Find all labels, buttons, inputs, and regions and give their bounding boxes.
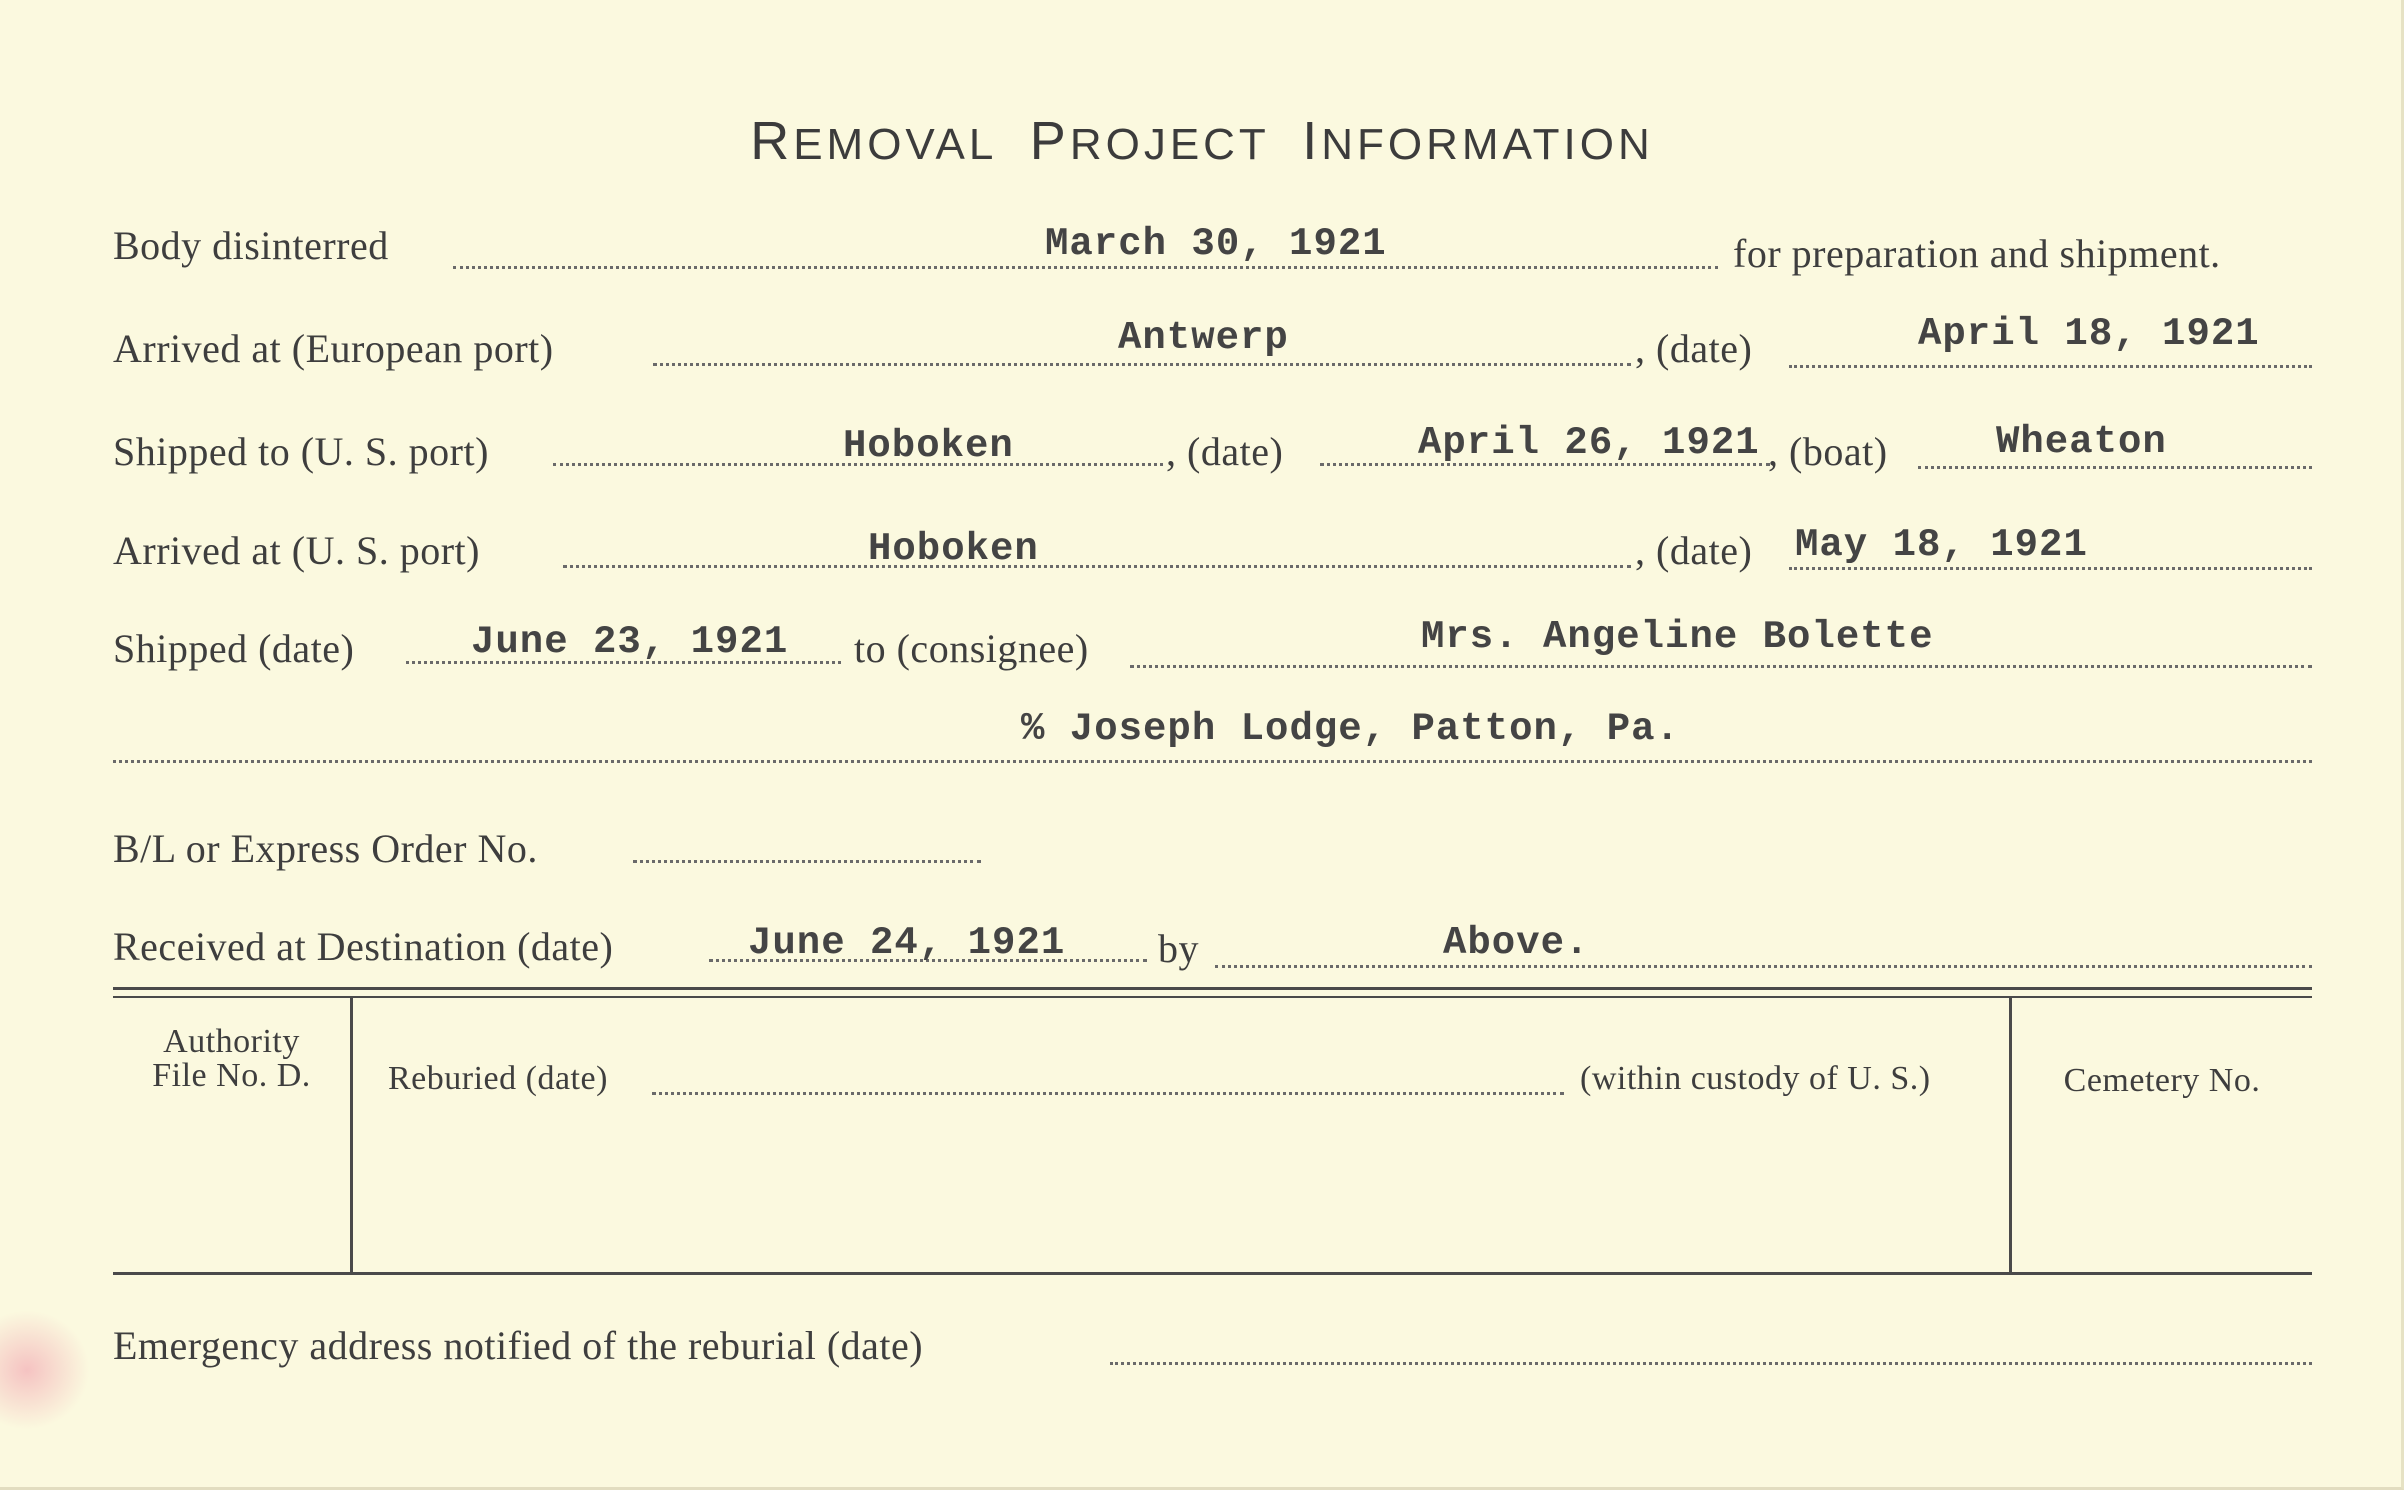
- value-shipped-date: April 26, 1921: [1418, 421, 1760, 465]
- value-arrived-us-port: Hoboken: [868, 527, 1039, 571]
- value-received-destination: June 24, 1921: [748, 921, 1066, 965]
- line-received-by: [1215, 965, 2312, 968]
- line-consignee: [1130, 665, 2312, 668]
- label-arrived-us-date: , (date): [1635, 528, 1753, 573]
- label-shipped-date: , (date): [1166, 429, 1284, 474]
- header-authority-line2: File No. D.: [152, 1057, 311, 1094]
- title-word-project: ROJECT: [1069, 120, 1270, 169]
- stain-mark: [0, 1310, 90, 1430]
- line-european-port: [653, 363, 1631, 366]
- line-emergency-address: [1110, 1362, 2312, 1365]
- value-received-by: Above.: [1443, 921, 1590, 965]
- line-boat: [1918, 466, 2312, 469]
- label-within-custody: (within custody of U. S.): [1580, 1060, 1931, 1097]
- table-divider-right: [2009, 998, 2012, 1275]
- value-consignee-address: % Joseph Lodge, Patton, Pa.: [1021, 707, 1680, 751]
- table-bottom-rule: [113, 1272, 2312, 1275]
- line-european-date: [1789, 365, 2312, 368]
- line-arrived-us-port: [563, 565, 1631, 568]
- line-arrived-us-date: [1789, 567, 2312, 570]
- line-reburied-date: [652, 1092, 1564, 1095]
- label-consignee: to (consignee): [854, 626, 1089, 671]
- label-shipped-to-us-port: Shipped to (U. S. port): [113, 429, 489, 474]
- table-top-rule-2: [113, 996, 2312, 998]
- label-body-disinterred: Body disinterred: [113, 223, 389, 268]
- value-shipped-to-us-port: Hoboken: [843, 424, 1014, 468]
- line-bl-express-order: [633, 860, 981, 863]
- label-emergency-address: Emergency address notified of the reburial (date): [113, 1323, 924, 1368]
- label-received-destination: Received at Destination (date): [113, 924, 614, 969]
- title-cap-r: R: [750, 111, 794, 171]
- label-boat: , (boat): [1768, 429, 1888, 474]
- line-consignee-address: [113, 760, 2312, 763]
- header-cemetery-no: Cemetery No.: [2063, 1062, 2261, 1099]
- value-boat: Wheaton: [1996, 420, 2167, 464]
- header-authority-file: [113, 1025, 350, 1093]
- value-european-date: April 18, 1921: [1918, 312, 2260, 356]
- value-consignee: Mrs. Angeline Bolette: [1421, 615, 1934, 659]
- value-body-disinterred: March 30, 1921: [1045, 222, 1387, 266]
- label-european-port: Arrived at (European port): [113, 326, 554, 371]
- label-arrived-us-port: Arrived at (U. S. port): [113, 528, 480, 573]
- label-european-date: , (date): [1635, 326, 1753, 371]
- table-top-rule: [113, 987, 2312, 990]
- title-cap-i: I: [1302, 111, 1322, 171]
- value-european-port: Antwerp: [1118, 316, 1289, 360]
- line-body-disinterred: [453, 266, 1718, 269]
- table-divider-left: [350, 998, 353, 1273]
- label-bl-express-order: B/L or Express Order No.: [113, 826, 538, 871]
- title-cap-p: P: [1029, 111, 1070, 171]
- value-arrived-us-date: May 18, 1921: [1795, 523, 2088, 567]
- header-authority-line1: Authority: [163, 1023, 300, 1060]
- page-title: [0, 110, 2404, 172]
- label-received-by: by: [1158, 926, 1199, 971]
- label-reburied-date: Reburied (date): [388, 1060, 608, 1097]
- value-shipped-date-consignee: June 23, 1921: [471, 620, 789, 664]
- title-word-information: NFORMATION: [1321, 120, 1654, 169]
- title-word-removal: EMOVAL: [793, 120, 998, 169]
- label-shipped-date-consignee: Shipped (date): [113, 626, 355, 671]
- label-preparation-shipment: for preparation and shipment.: [1733, 231, 2221, 276]
